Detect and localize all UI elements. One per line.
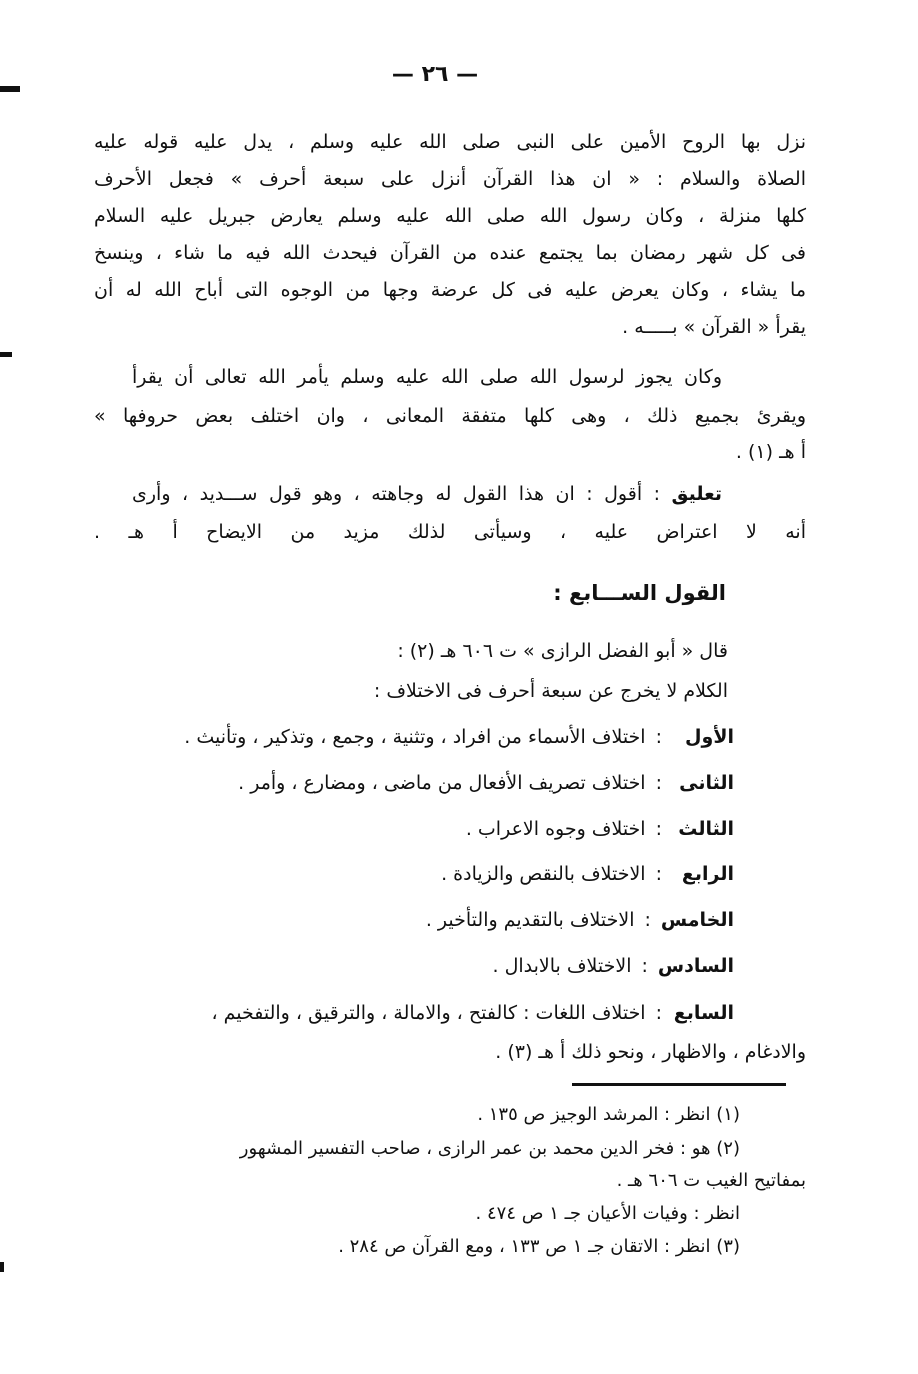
left-edge-mark-middle xyxy=(0,352,12,357)
footnote-divider xyxy=(572,1083,786,1086)
list-item-6: السادس:الاختلاف بالابدال . xyxy=(492,948,734,984)
paragraph-2-line-3: أ هـ (١) . xyxy=(735,441,806,463)
list-item-text: اختلاف تصريف الأفعال من ماضى ، ومضارع ، وأمر . xyxy=(238,772,646,794)
footnote-2-line-3: انظر : وفيات الأعيان جـ ١ ص ٤٧٤ . xyxy=(475,1203,740,1224)
list-item-label: الرابع xyxy=(681,863,734,885)
list-item-text: الاختلاف بالتقديم والتأخير . xyxy=(425,909,635,931)
list-item-label: الثانى xyxy=(679,772,734,794)
paragraph-2-line-2: ويقرئ بجميع ذلك ، وهى كلها متفقة المعانى ، وان اختلف بعض حروفها » xyxy=(94,405,806,427)
intro-line-1: قال « أبو الفضل الرازى » ت ٦٠٦ هـ (٢) : xyxy=(397,640,728,662)
list-item-2: الثانى:اختلاف تصريف الأفعال من ماضى ، ومضارع ، وأمر . xyxy=(238,765,734,801)
section-heading: القول الســـابع : xyxy=(553,581,726,605)
list-item-7: السابع:اختلاف اللغات : كالفتح ، والامالة ، والترقيق ، والتفخيم ، xyxy=(211,995,734,1031)
list-item-label: الخامس xyxy=(660,909,734,931)
list-item-text: الاختلاف بالنقص والزيادة . xyxy=(441,863,646,885)
list-item-text: اختلاف وجوه الاعراب . xyxy=(465,818,646,840)
comment-line-2: أنه لا اعتراض عليه ، وسيأتى لذلك مزيد من الايضاح أ هـ . xyxy=(94,521,806,543)
list-item-5: الخامس:الاختلاف بالتقديم والتأخير . xyxy=(426,902,734,938)
paragraph-1-line-6: يقرأ « القرآن » بـــــه . xyxy=(622,316,806,338)
list-item-label: السابع xyxy=(673,1002,734,1024)
list-item-label: السادس xyxy=(657,955,734,977)
comment-line-1 xyxy=(132,475,722,513)
list-item-label: الثالث xyxy=(678,818,734,840)
list-item-text: اختلاف اللغات : كالفتح ، والامالة ، والترقيق ، والتفخيم ، xyxy=(211,1002,646,1024)
comment-text-1: : أقول : ان هذا القول له وجاهته ، وهو قول ســـديد ، وأرى xyxy=(132,483,660,505)
paragraph-2-line-1: وكان يجوز لرسول الله صلى الله عليه وسلم يأمر الله تعالى أن يقرأ xyxy=(132,366,722,388)
comment-label: تعليق xyxy=(671,483,722,505)
paragraph-1-line-1: نزل بها الروح الأمين على النبى صلى الله عليه وسلم ، يدل عليه قوله عليه xyxy=(94,131,806,153)
list-item-4: الرابع:الاختلاف بالنقص والزيادة . xyxy=(441,856,734,892)
left-edge-mark-top xyxy=(0,86,20,92)
list-item-7-continuation: والادغام ، والاظهار ، ونحو ذلك أ هـ (٣) . xyxy=(495,1041,806,1063)
footnote-2-line-2: بمفاتيح الغيب ت ٦٠٦ هـ . xyxy=(616,1170,806,1191)
footnote-3: (٣) انظر : الاتقان جـ ١ ص ١٣٣ ، ومع القرآن ص ٢٨٤ . xyxy=(338,1236,740,1257)
paragraph-1-line-2: الصلاة والسلام : « ان هذا القرآن أنزل على سبعة أحرف » فجعل الأحرف xyxy=(94,168,806,190)
list-item-3: الثالث:اختلاف وجوه الاعراب . xyxy=(466,811,734,847)
paragraph-1-line-5: ما يشاء ، وكان يعرض عليه فى كل عرضة وجها من الوجوه التى أباح الله له أن xyxy=(94,279,806,301)
list-item-1: الأول:اختلاف الأسماء من افراد ، وتثنية ، وجمع ، وتذكير ، وتأنيث . xyxy=(184,719,734,755)
footnote-2-line-1: (٢) هو : فخر الدين محمد بن عمر الرازى ، صاحب التفسير المشهور xyxy=(239,1138,740,1159)
paragraph-1-line-3: كلها منزلة ، وكان رسول الله صلى الله عليه وسلم يعارض جبريل عليه السلام xyxy=(94,205,806,227)
list-item-text: اختلاف الأسماء من افراد ، وتثنية ، وجمع ، وتذكير ، وتأنيث . xyxy=(184,726,646,748)
page-number: — ٢٦ — xyxy=(391,62,479,87)
paragraph-1-line-4: فى كل شهر رمضان بما يجتمع عنده من القرآن فيحدث الله فيه ما شاء ، وينسخ xyxy=(94,242,806,264)
left-edge-mark-bottom xyxy=(0,1262,4,1272)
list-item-text: الاختلاف بالابدال . xyxy=(492,955,632,977)
footnote-1: (١) انظر : المرشد الوجيز ص ١٣٥ . xyxy=(477,1104,740,1125)
list-item-label: الأول xyxy=(685,726,734,748)
intro-line-2: الكلام لا يخرج عن سبعة أحرف فى الاختلاف : xyxy=(373,680,728,702)
